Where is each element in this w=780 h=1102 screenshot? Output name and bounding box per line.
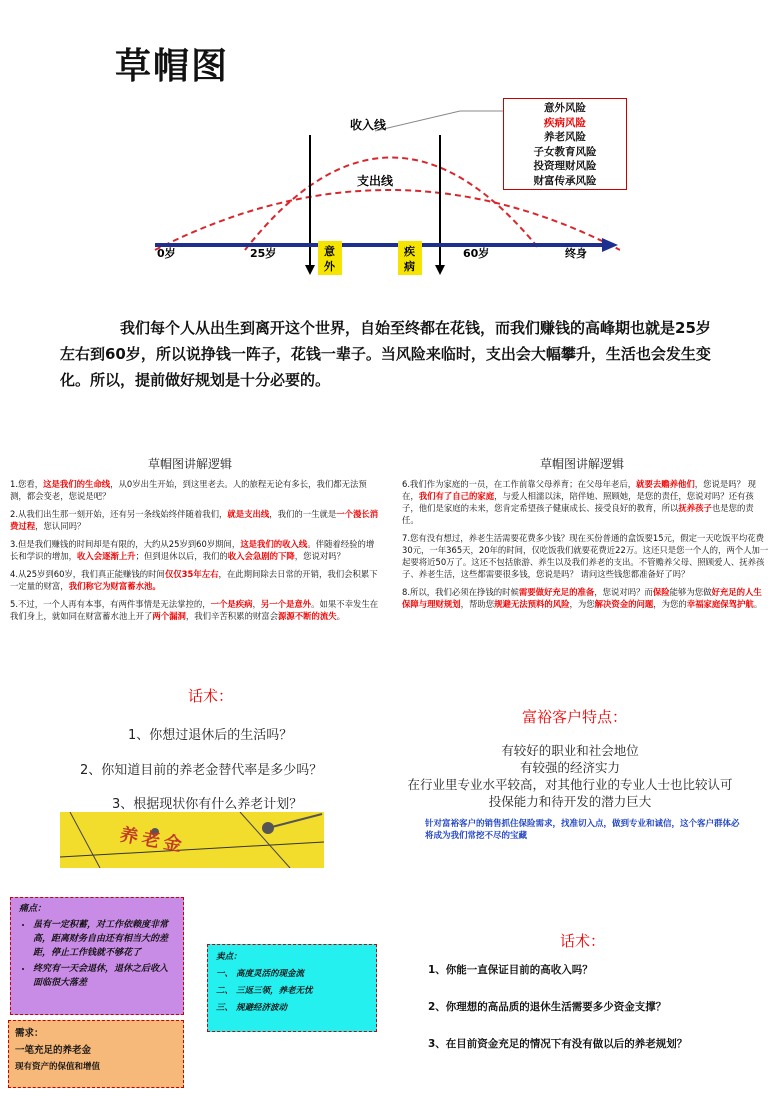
logic-step-3: 3.但是我们赚钱的时间却是有限的，大约从25岁到60岁期间，这是我们的收入线。伴随着经验的增长和学识的增加，收入会逐渐上升；但到退休以后，我们的收入会急剧的下降，您说对吗？ xyxy=(10,539,375,561)
pain-item: • 终究有一天会退休，退休之后收入面临很大落差 xyxy=(33,962,175,990)
logic-title-right: 草帽图讲解逻辑 xyxy=(540,457,625,471)
huashu-title-left: 话术： xyxy=(188,687,234,705)
intro-paragraph: 我们每个人从出生到离开这个世界，自始至终都在花钱，而我们赚钱的高峰期也就是25岁左右到60岁，所以说挣钱一阵子，花钱一辈子。当风险来临时，支出会大幅攀升，生活也会发生变化。所以，提前做好规划是十分必要的。 xyxy=(60,319,711,389)
pain-points-box xyxy=(10,897,184,1015)
logic-step-6: 6.我们作为家庭的一员，在工作前靠父母养育；在父母年老后，就要去赡养他们，您说是吗？ 现在，我们有了自己的家庭，与爱人相濡以沫，陪伴她、照顾她，是您的责任，您说对吗？还有孩子，他们是家庭的未来，您肯定希望孩子健康成长、接受良好的教育，所以抚养孩子也是您的责任。 xyxy=(402,479,757,525)
logic-step-1: 1.您看，这是我们的生命线，从0岁出生开始，到这里老去。人的旅程无论有多长，我们都无法预测，都会变老，您说是吧？ xyxy=(10,479,367,501)
risk-item: 意外风险 xyxy=(544,102,586,114)
pension-seal-text: 养老金 xyxy=(118,824,188,857)
need-title: 需求： xyxy=(15,1028,44,1039)
risk-item-highlight: 疾病风险 xyxy=(544,116,586,129)
expense-label: 支出线 xyxy=(357,174,394,188)
feature-line: 投保能力和待开发的潜力巨大 xyxy=(488,794,652,809)
logic-column-right xyxy=(402,478,770,616)
logic-step-5: 5.不过，一个人再有本事，有两件事情是无法掌控的，一个是疾病，另一个是意外。如果不幸发生在我们身上，就如同在财富蓄水池上开了两个漏洞，我们辛苦积累的财富会源源不断的流失。 xyxy=(10,599,379,621)
pension-banner-image xyxy=(60,812,324,868)
page-title: 草帽图 xyxy=(115,46,230,87)
logic-step-4: 4.从25岁到60岁，我们真正能赚钱的时间仅仅35年左右，在此期间除去日常的开销，我们会积累下一定量的财富，我们称它为财富蓄水池。 xyxy=(10,569,378,591)
logic-step-8: 8.所以，我们必须在挣钱的时候需要做好充足的准备，您说对吗？而保险能够为您做好充足的人生保障与理财规划，帮助您规避无法预料的风险，为您解决资金的问题，为您的幸福家庭保驾护航。 xyxy=(402,587,763,609)
sell-item: 二、 三返三领，养老无忧 xyxy=(216,986,313,996)
huashu-question-1: 1、你想过退休后的生活吗？ xyxy=(128,728,293,743)
huashu2-question-3: 3、在目前资金充足的情况下有没有做以后的养老规划？ xyxy=(428,1038,688,1050)
feature-line: 在行业里专业水平较高，对其他行业的专业人士也比较认可 xyxy=(407,777,733,792)
age-60-label: 60岁 xyxy=(463,247,490,260)
huashu-question-2: 2、你知道目前的养老金替代率是多少吗？ xyxy=(80,763,323,778)
huashu2-question-1: 1、你能一直保证目前的高收入吗？ xyxy=(428,964,593,976)
logic-step-2: 2.从我们出生那一刻开始，还有另一条线始终伴随着我们，就是支出线，我们的一生就是一个漫长消费过程，您认同吗？ xyxy=(10,509,379,531)
risk-item: 财富传承风险 xyxy=(533,174,597,187)
huashu-question-3: 3、根据现状你有什么养老计划？ xyxy=(112,797,303,812)
illness-marker-char1: 疾 xyxy=(404,245,415,258)
selling-points-box xyxy=(207,944,377,1032)
logic-column-left xyxy=(10,478,380,628)
logic-title-left: 草帽图讲解逻辑 xyxy=(148,457,233,471)
need-sub: 现有资产的保值和增值 xyxy=(15,1062,101,1072)
logic-step-7: 7.您有没有想过，养老生活需要花费多少钱？现在买份普通的盒饭要15元，假定一天吃饭平均花费30元，一年365天，20年的时间，仅吃饭我们就要花费近22万。这还只是您一个人的，两个人加一起要将近50万了。这还不包括旅游、养生以及我们养老的支出。不管赡养父母、照顾爱人、抚养孩子、养老生活，这些都需要很多钱，您说是吗？ 请问这些钱您都准备好了吗？ xyxy=(402,533,769,579)
age-25-label: 25岁 xyxy=(250,247,277,260)
pain-title: 痛点： xyxy=(19,904,47,914)
risk-item: 投资理财风险 xyxy=(533,160,597,172)
sell-item: 三、 规避经济波动 xyxy=(216,1003,287,1013)
sell-title: 卖点： xyxy=(216,952,242,962)
feature-line: 有较强的经济实力 xyxy=(519,760,620,775)
expense-curve xyxy=(155,190,620,250)
feature-line: 有较好的职业和社会地位 xyxy=(501,743,639,758)
pain-item: • 虽有一定积蓄，对工作依赖度非常高，距离财务自由还有相当大的差距，停止工作钱就不够花了 xyxy=(33,918,175,960)
rich-customer-title: 富裕客户特点： xyxy=(522,708,628,726)
age-end-label: 终身 xyxy=(565,247,587,260)
rich-customer-note: 针对富裕客户的销售抓住保险需求，找准切入点，做到专业和诚信，这个客户群体必将成为我们常挖不尽的宝藏 xyxy=(425,819,740,841)
needs-box xyxy=(8,1020,184,1088)
accident-marker-char2: 外 xyxy=(324,260,335,273)
illness-marker-char2: 病 xyxy=(404,260,415,273)
age-0-label: 0岁 xyxy=(157,247,176,260)
risk-item: 养老风险 xyxy=(544,131,586,143)
accident-marker-char1: 意 xyxy=(324,245,335,258)
huashu-title-right: 话术： xyxy=(560,932,606,950)
need-main: 一笔充足的养老金 xyxy=(15,1045,92,1056)
income-label: 收入线 xyxy=(350,118,387,132)
rich-customer-features xyxy=(400,742,740,810)
risk-item: 子女教育风险 xyxy=(533,145,597,158)
risk-list-box xyxy=(503,98,627,190)
huashu2-question-2: 2、你理想的高品质的退休生活需要多少资金支撑？ xyxy=(428,1001,667,1013)
sell-item: 一、 高度灵活的现金流 xyxy=(216,969,304,979)
